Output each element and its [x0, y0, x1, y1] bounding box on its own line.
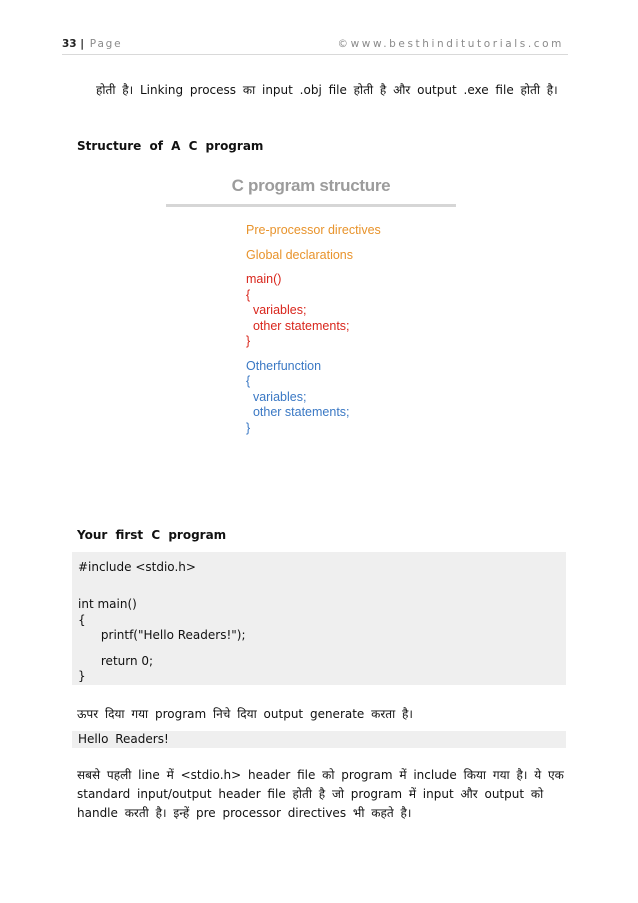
figure-body	[246, 223, 381, 436]
figure-main-variables: variables;	[246, 303, 307, 317]
page-number-label	[62, 38, 122, 50]
output-block	[72, 731, 566, 748]
intro-paragraph: होती है। Linking process का input .obj file होती है और output .exe file होती है।	[96, 83, 558, 97]
figure-title-bar	[166, 174, 456, 207]
figure-preprocessor: Pre-processor directives	[246, 223, 381, 237]
output-text: Hello Readers!	[78, 732, 169, 746]
c-program-structure-figure	[166, 167, 456, 467]
code-open-brace: {	[78, 613, 86, 627]
figure-other-variables: variables;	[246, 389, 307, 404]
figure-main-open-brace: {	[246, 287, 251, 302]
code-printf-line: printf("Hello Readers!");	[78, 628, 246, 642]
structure-heading: Structure of A C program	[77, 139, 264, 153]
code-main-line: int main()	[78, 597, 137, 611]
figure-main-signature: main()	[246, 272, 282, 286]
first-program-heading: Your first C program	[77, 528, 227, 542]
figure-main-close-brace: }	[246, 334, 251, 348]
page-header	[62, 38, 568, 55]
output-description: ऊपर दिया गया program निचे दिया output generate करता है।	[77, 707, 413, 721]
figure-title: C program structure	[231, 176, 391, 195]
code-close-brace: }	[78, 669, 86, 683]
figure-main-statements: other statements;	[246, 318, 350, 333]
figure-other-statements: other statements;	[246, 405, 350, 419]
code-block	[72, 552, 566, 685]
figure-other-close-brace: }	[246, 420, 251, 435]
page-number: 33	[62, 38, 77, 50]
figure-other-open-brace: {	[246, 374, 251, 388]
code-return-line: return 0;	[78, 654, 154, 668]
page-separator: |	[80, 38, 85, 50]
code-include-line: #include <stdio.h>	[78, 560, 196, 574]
site-url: ©www.besthinditutorials.com	[337, 38, 564, 50]
figure-other-signature: Otherfunction	[246, 358, 322, 373]
figure-global: Global declarations	[246, 247, 354, 262]
page-word: Page	[89, 38, 123, 50]
explanation-paragraph: सबसे पहली line में <stdio.h> header file को program में include किया गया है। ये एक standard input/output header file होती है जो program में input और output को handle करती है। इन्हें pre processor directives भी कहते है।	[77, 768, 564, 820]
